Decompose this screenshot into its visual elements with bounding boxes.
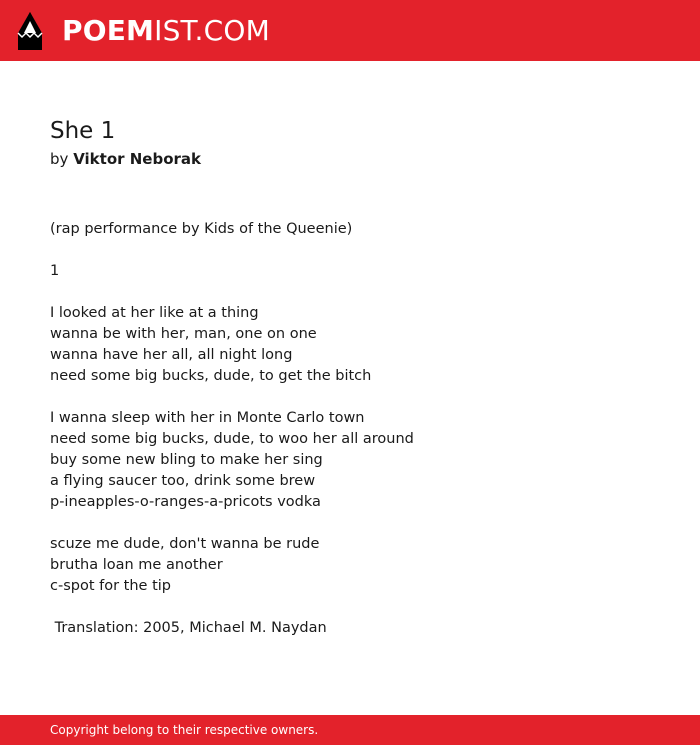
poem-line: need some big bucks, dude, to get the bitch xyxy=(50,368,372,384)
poem-line: wanna be with her, man, one on one xyxy=(50,326,317,342)
poem-line: c-spot for the tip xyxy=(50,578,171,594)
site-logo-text xyxy=(62,13,270,47)
poem-blank-line xyxy=(50,597,670,618)
copyright-text: Copyright belong to their respective owners. xyxy=(50,723,319,737)
poem-blank-line xyxy=(50,513,670,534)
poem-line: scuze me dude, don't wanna be rude xyxy=(50,536,320,552)
poem-line: brutha loan me another xyxy=(50,557,223,573)
poem-byline xyxy=(50,148,670,170)
poem-line: I wanna sleep with her in Monte Carlo town xyxy=(50,410,365,426)
poem-blank-line xyxy=(50,240,670,261)
poem-line: Translation: 2005, Michael M. Naydan xyxy=(50,620,327,636)
site-footer xyxy=(0,715,700,745)
poem-line: p-ineapples-o-ranges-a-pricots vodka xyxy=(50,494,321,510)
by-label: by xyxy=(50,150,69,168)
site-header xyxy=(0,0,700,61)
poem-line: 1 xyxy=(50,263,60,279)
logo-text-light: IST.COM xyxy=(154,13,270,47)
poem-blank-line xyxy=(50,282,670,303)
site-logo-link[interactable] xyxy=(17,0,270,61)
poem-content xyxy=(50,116,670,639)
logo-text-bold: POEM xyxy=(62,13,155,47)
poem-line: wanna have her all, all night long xyxy=(50,347,293,363)
poem-body xyxy=(50,219,670,639)
poem-title: She 1 xyxy=(50,118,116,144)
poem-line: I looked at her like at a thing xyxy=(50,305,259,321)
pencil-tip-icon xyxy=(17,11,43,51)
poem-line: buy some new bling to make her sing xyxy=(50,452,323,468)
poem-line: need some big bucks, dude, to woo her all around xyxy=(50,431,414,447)
poem-line: (rap performance by Kids of the Queenie) xyxy=(50,221,353,237)
poem-line: a flying saucer too, drink some brew xyxy=(50,473,316,489)
author-link[interactable]: Viktor Neborak xyxy=(73,150,202,168)
poem-blank-line xyxy=(50,387,670,408)
